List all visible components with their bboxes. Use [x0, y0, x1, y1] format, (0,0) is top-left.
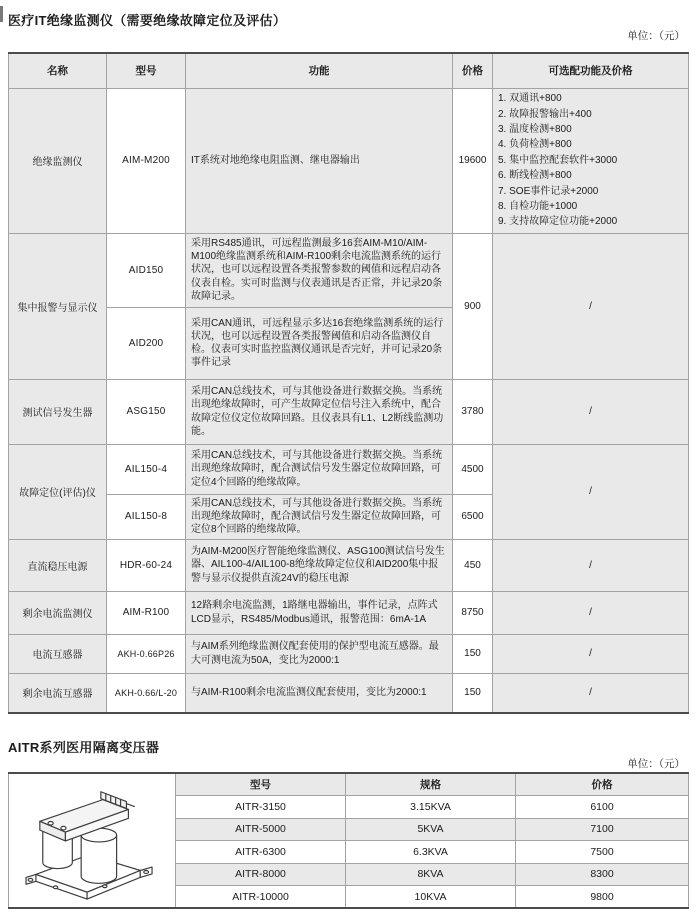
model-cell: AITR-6300	[176, 841, 346, 864]
price-cell: 150	[453, 673, 493, 713]
price-cell: 6500	[453, 494, 493, 539]
price-cell: 3780	[453, 379, 493, 444]
options-cell: /	[493, 444, 689, 539]
table-row	[9, 591, 689, 634]
model-cell: AIM-R100	[107, 591, 186, 634]
options-cell: /	[493, 634, 689, 673]
model-cell: HDR-60-24	[107, 539, 186, 591]
name-cell: 直流稳压电源	[9, 539, 107, 591]
options-cell	[493, 88, 689, 233]
section1-title: 医疗IT绝缘监测仪（需要绝缘故障定位及评估）	[8, 13, 287, 28]
table-row	[9, 539, 689, 591]
spec-cell: 3.15KVA	[346, 796, 516, 819]
header-model: 型号	[107, 53, 186, 88]
function-cell: 与AIM-R100剩余电流监测仪配套使用，变比为2000:1	[186, 673, 453, 713]
table-row	[9, 88, 689, 233]
option-line: 9. 支持故障定位功能+2000	[498, 216, 618, 228]
option-line: 7. SOE事件记录+2000	[498, 185, 599, 197]
header-price: 价格	[453, 53, 493, 88]
model-cell: AIL150-8	[107, 494, 186, 539]
options-cell: /	[493, 539, 689, 591]
table-row	[9, 379, 689, 444]
table-row	[9, 444, 689, 494]
table-row	[9, 673, 689, 713]
option-line: 4. 负荷检测+800	[498, 139, 572, 151]
price-cell: 19600	[453, 88, 493, 233]
function-cell: 与AIM系列绝缘监测仪配套使用的保护型电流互感器。最大可测电流为50A，变比为2000:1	[186, 634, 453, 673]
name-cell: 剩余电流监测仪	[9, 591, 107, 634]
price-cell: 8300	[516, 863, 689, 886]
option-line: 3. 温度检测+800	[498, 123, 572, 135]
model-cell: AIL150-4	[107, 444, 186, 494]
spec-cell: 6.3KVA	[346, 841, 516, 864]
table-header-row	[9, 53, 689, 88]
option-line: 8. 自检功能+1000	[498, 201, 578, 213]
section2-unit-label: 单位：（元）	[627, 758, 685, 770]
name-cell: 剩余电流互感器	[9, 673, 107, 713]
header-options: 可选配功能及价格	[493, 53, 689, 88]
option-line: 1. 双通讯+800	[498, 93, 562, 105]
price-cell: 7500	[516, 841, 689, 864]
option-line: 2. 故障报警输出+400	[498, 108, 592, 120]
name-cell: 故障定位(评估)仪	[9, 444, 107, 539]
options-cell: /	[493, 233, 689, 379]
spec-cell: 8KVA	[346, 863, 516, 886]
model-cell: AITR-8000	[176, 863, 346, 886]
model-cell: AIM-M200	[107, 88, 186, 233]
section2-title: AITR系列医用隔离变压器	[8, 740, 160, 755]
medical-it-monitor-table	[8, 52, 689, 714]
price-cell: 450	[453, 539, 493, 591]
function-cell: 采用CAN总线技术，可与其他设备进行数据交换。当系统出现绝缘故障时，配合测试信号发生器定位故障回路，可定位8个回路的绝缘故障。	[186, 494, 453, 539]
option-line: 5. 集中监控配套软件+3000	[498, 154, 618, 166]
spec-cell: 5KVA	[346, 818, 516, 841]
price-cell: 150	[453, 634, 493, 673]
name-cell: 集中报警与显示仪	[9, 233, 107, 379]
price-cell: 900	[453, 233, 493, 379]
function-cell: 采用CAN总线技术，可与其他设备进行数据交换。当系统出现绝缘故障时，可产生故障定位信号注入系统中，配合故障定位仪定位故障回路。且仪表具有L1、L2断线监测功能。	[186, 379, 453, 444]
function-cell: 采用CAN通讯，可远程显示多达16套绝缘监测系统的运行状况，也可以远程设置各类报警阈值和启动各监测仪自检。仪表可实时监控监测仪通讯是否完好，并可记录20条事件记录	[186, 307, 453, 379]
model-cell: AKH-0.66P26	[107, 634, 186, 673]
header-spec: 规格	[346, 773, 516, 796]
table-row	[9, 233, 689, 307]
model-cell: AITR-5000	[176, 818, 346, 841]
function-cell: 采用CAN总线技术，可与其他设备进行数据交换。当系统出现绝缘故障时，配合测试信号发生器定位故障回路，可定位4个回路的绝缘故障。	[186, 444, 453, 494]
options-cell: /	[493, 673, 689, 713]
header-function: 功能	[186, 53, 453, 88]
header-price: 价格	[516, 773, 689, 796]
price-cell: 4500	[453, 444, 493, 494]
model-cell: AITR-3150	[176, 796, 346, 819]
model-cell: AKH-0.66/L-20	[107, 673, 186, 713]
option-line: 6. 断线检测+800	[498, 170, 572, 182]
model-cell: AID200	[107, 307, 186, 379]
table-row	[9, 634, 689, 673]
price-cell: 6100	[516, 796, 689, 819]
transformer-image-cell	[9, 773, 176, 908]
section1-unit-label: 单位：（元）	[627, 30, 685, 42]
function-cell: 为AIM-M200医疗智能绝缘监测仪、ASG100测试信号发生器、AIL100-4/AIL100-8绝缘故障定位仪和AID200集中报警与显示仪提供直流24V的稳压电源	[186, 539, 453, 591]
model-cell: ASG150	[107, 379, 186, 444]
spec-cell: 10KVA	[346, 886, 516, 909]
header-name: 名称	[9, 53, 107, 88]
name-cell: 测试信号发生器	[9, 379, 107, 444]
table-header-row	[9, 773, 689, 796]
options-cell: /	[493, 591, 689, 634]
name-cell: 电流互感器	[9, 634, 107, 673]
transformer-table	[8, 772, 689, 909]
transformer-drawing	[17, 776, 167, 902]
scan-artifact	[0, 6, 3, 22]
function-cell: IT系统对地绝缘电阻监测、继电器输出	[186, 88, 453, 233]
function-cell: 采用RS485通讯，可远程监测最多16套AIM-M10/AIM-M100绝缘监测系统和AIM-R100剩余电流监测系统的运行状况，也可以远程设置各类报警参数的阈值和远程启动各仪表自检。实可时监测与仪表通讯是否正常，并记录20条故障记录。	[186, 233, 453, 307]
function-cell: 12路剩余电流监测，1路继电器输出，事件记录，点阵式LCD显示，RS485/Modbus通讯，报警范围：6mA-1A	[186, 591, 453, 634]
price-cell: 8750	[453, 591, 493, 634]
price-cell: 9800	[516, 886, 689, 909]
header-model: 型号	[176, 773, 346, 796]
name-cell: 绝缘监测仪	[9, 88, 107, 233]
model-cell: AID150	[107, 233, 186, 307]
model-cell: AITR-10000	[176, 886, 346, 909]
options-cell: /	[493, 379, 689, 444]
price-cell: 7100	[516, 818, 689, 841]
